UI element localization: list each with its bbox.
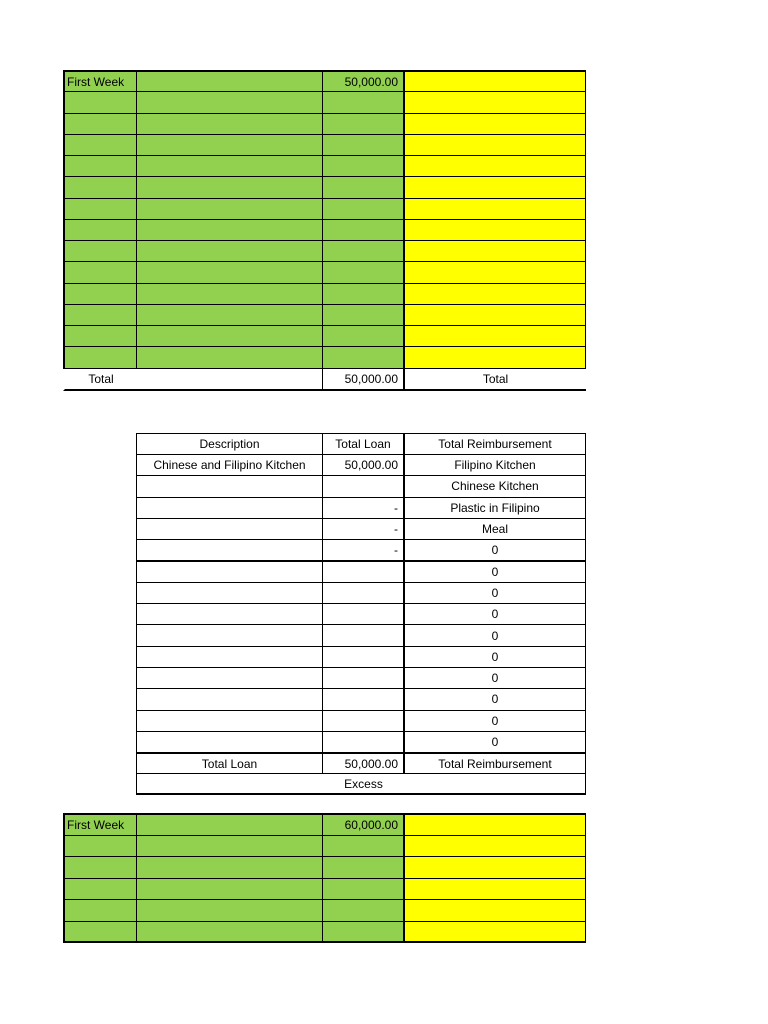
block1-amount-cell[interactable] <box>322 325 404 347</box>
summary-row-description[interactable] <box>136 582 323 604</box>
summary-row-loan[interactable] <box>322 646 404 668</box>
summary-row-reimbursement[interactable]: 0 <box>403 688 586 710</box>
summary-row-loan[interactable] <box>322 561 404 583</box>
block1-date-cell[interactable] <box>63 346 137 368</box>
block2-reimb-cell[interactable] <box>403 813 586 836</box>
block1-reimb-cell[interactable] <box>403 70 586 92</box>
block1-amount-cell[interactable] <box>322 261 404 283</box>
block2-reimb-cell[interactable] <box>403 856 586 879</box>
summary-total-reimbursement-label: Total Reimbursement <box>403 752 586 774</box>
block2-desc-cell[interactable] <box>136 899 323 922</box>
summary-row-reimbursement[interactable]: 0 <box>403 710 586 732</box>
summary-row-loan[interactable] <box>322 710 404 732</box>
block1-date-cell[interactable] <box>63 176 137 198</box>
block1-date-cell[interactable]: First Week <box>63 70 137 92</box>
block1-amount-cell[interactable] <box>322 91 404 113</box>
block2-reimb-cell[interactable] <box>403 899 586 922</box>
summary-row-loan[interactable] <box>322 731 404 753</box>
block2-desc-cell[interactable] <box>136 813 323 836</box>
block1-desc-cell[interactable] <box>136 283 323 305</box>
block2-amount-cell[interactable]: 60,000.00 <box>322 813 404 836</box>
summary-header-total-loan: Total Loan <box>322 433 404 455</box>
summary-row-description[interactable] <box>136 539 323 561</box>
block1-total-label: Total <box>63 368 137 392</box>
block2-desc-cell[interactable] <box>136 921 323 944</box>
block1-reimb-cell[interactable] <box>403 176 586 198</box>
block1-reimb-cell[interactable] <box>403 113 586 135</box>
summary-header-description: Description <box>136 433 323 455</box>
block1-total-right-label: Total <box>403 368 586 392</box>
block1-amount-cell[interactable] <box>322 283 404 305</box>
summary-row-reimbursement[interactable]: 0 <box>403 646 586 668</box>
summary-row-loan[interactable] <box>322 603 404 625</box>
block1-reimb-cell[interactable] <box>403 304 586 326</box>
summary-row-description[interactable] <box>136 688 323 710</box>
summary-row-description[interactable] <box>136 646 323 668</box>
block2-desc-cell[interactable] <box>136 856 323 879</box>
block2-reimb-cell[interactable] <box>403 878 586 901</box>
summary-row-reimbursement[interactable]: Chinese Kitchen <box>403 475 586 497</box>
block1-desc-cell[interactable] <box>136 155 323 177</box>
summary-row-description[interactable] <box>136 497 323 519</box>
block1-date-cell[interactable] <box>63 304 137 326</box>
block1-desc-cell[interactable] <box>136 325 323 347</box>
block1-amount-cell[interactable] <box>322 240 404 262</box>
block1-date-cell[interactable] <box>63 198 137 220</box>
block1-date-cell[interactable] <box>63 325 137 347</box>
block1-amount-cell[interactable] <box>322 113 404 135</box>
block1-date-cell[interactable] <box>63 240 137 262</box>
summary-row-description[interactable] <box>136 561 323 583</box>
block1-reimb-cell[interactable] <box>403 219 586 241</box>
summary-row-loan[interactable]: - <box>322 539 404 561</box>
block1-desc-cell[interactable] <box>136 176 323 198</box>
block2-amount-cell[interactable] <box>322 856 404 879</box>
block1-amount-cell[interactable] <box>322 176 404 198</box>
block2-reimb-cell[interactable] <box>403 921 586 944</box>
block2-date-cell[interactable]: First Week <box>63 813 137 836</box>
summary-row-reimbursement[interactable]: 0 <box>403 603 586 625</box>
block1-reimb-cell[interactable] <box>403 325 586 347</box>
block1-reimb-cell[interactable] <box>403 346 586 368</box>
summary-row-reimbursement[interactable]: 0 <box>403 561 586 583</box>
block2-date-cell[interactable] <box>63 856 137 879</box>
block1-amount-cell[interactable] <box>322 198 404 220</box>
summary-row-description[interactable] <box>136 710 323 732</box>
block1-amount-cell[interactable]: 50,000.00 <box>322 70 404 92</box>
summary-row-reimbursement[interactable]: 0 <box>403 582 586 604</box>
summary-row-reimbursement[interactable]: 0 <box>403 624 586 646</box>
block1-date-cell[interactable] <box>63 134 137 156</box>
block2-amount-cell[interactable] <box>322 899 404 922</box>
summary-row-reimbursement[interactable]: Plastic in Filipino <box>403 497 586 519</box>
block1-reimb-cell[interactable] <box>403 261 586 283</box>
summary-row-loan[interactable] <box>322 688 404 710</box>
block1-amount-cell[interactable] <box>322 155 404 177</box>
block1-date-cell[interactable] <box>63 91 137 113</box>
summary-total-loan-label: Total Loan <box>136 752 323 774</box>
block1-total-blank <box>136 368 323 392</box>
summary-row-description[interactable] <box>136 731 323 753</box>
block1-reimb-cell[interactable] <box>403 240 586 262</box>
summary-total-loan-value: 50,000.00 <box>322 752 404 774</box>
block2-date-cell[interactable] <box>63 835 137 858</box>
summary-row-loan[interactable] <box>322 667 404 689</box>
block1-reimb-cell[interactable] <box>403 198 586 220</box>
summary-row-reimbursement[interactable]: 0 <box>403 667 586 689</box>
summary-row-loan[interactable] <box>322 624 404 646</box>
block1-total-amount: 50,000.00 <box>322 368 404 392</box>
block1-reimb-cell[interactable] <box>403 134 586 156</box>
summary-excess-label: Excess <box>344 776 383 791</box>
block1-amount-cell[interactable] <box>322 219 404 241</box>
summary-row-reimbursement[interactable]: 0 <box>403 539 586 561</box>
block1-amount-cell[interactable] <box>322 134 404 156</box>
block2-amount-cell[interactable] <box>322 878 404 901</box>
block1-reimb-cell[interactable] <box>403 91 586 113</box>
block1-date-cell[interactable] <box>63 155 137 177</box>
block1-desc-cell[interactable] <box>136 134 323 156</box>
summary-row-description[interactable] <box>136 518 323 540</box>
block2-desc-cell[interactable] <box>136 878 323 901</box>
block1-desc-cell[interactable] <box>136 219 323 241</box>
block1-desc-cell[interactable] <box>136 198 323 220</box>
summary-header-total-reimbursement: Total Reimbursement <box>403 433 586 455</box>
summary-row-loan[interactable]: - <box>322 497 404 519</box>
block2-desc-cell[interactable] <box>136 835 323 858</box>
summary-row-description[interactable] <box>136 475 323 497</box>
block2-reimb-cell[interactable] <box>403 835 586 858</box>
block1-date-cell[interactable] <box>63 283 137 305</box>
summary-row-description[interactable] <box>136 603 323 625</box>
block1-date-cell[interactable] <box>63 261 137 283</box>
summary-row-loan[interactable]: - <box>322 518 404 540</box>
summary-row-reimbursement[interactable]: 0 <box>403 731 586 753</box>
block1-reimb-cell[interactable] <box>403 283 586 305</box>
summary-row-loan[interactable] <box>322 475 404 497</box>
block2-amount-cell[interactable] <box>322 835 404 858</box>
summary-row-description[interactable] <box>136 667 323 689</box>
summary-row-loan[interactable]: 50,000.00 <box>322 454 404 476</box>
block2-date-cell[interactable] <box>63 921 137 944</box>
summary-row-description[interactable]: Chinese and Filipino Kitchen <box>136 454 323 476</box>
summary-row-reimbursement[interactable]: Meal <box>403 518 586 540</box>
block1-amount-cell[interactable] <box>322 346 404 368</box>
block1-desc-cell[interactable] <box>136 346 323 368</box>
block2-date-cell[interactable] <box>63 878 137 901</box>
block1-desc-cell[interactable] <box>136 240 323 262</box>
block1-desc-cell[interactable] <box>136 261 323 283</box>
block1-desc-cell[interactable] <box>136 91 323 113</box>
block2-amount-cell[interactable] <box>322 921 404 944</box>
summary-excess-row <box>136 773 586 795</box>
block1-desc-cell[interactable] <box>136 304 323 326</box>
block1-date-cell[interactable] <box>63 219 137 241</box>
block2-date-cell[interactable] <box>63 899 137 922</box>
block1-desc-cell[interactable] <box>136 70 323 92</box>
block1-amount-cell[interactable] <box>322 304 404 326</box>
summary-row-reimbursement[interactable]: Filipino Kitchen <box>403 454 586 476</box>
block1-date-cell[interactable] <box>63 113 137 135</box>
summary-row-loan[interactable] <box>322 582 404 604</box>
summary-row-description[interactable] <box>136 624 323 646</box>
block1-reimb-cell[interactable] <box>403 155 586 177</box>
block1-desc-cell[interactable] <box>136 113 323 135</box>
